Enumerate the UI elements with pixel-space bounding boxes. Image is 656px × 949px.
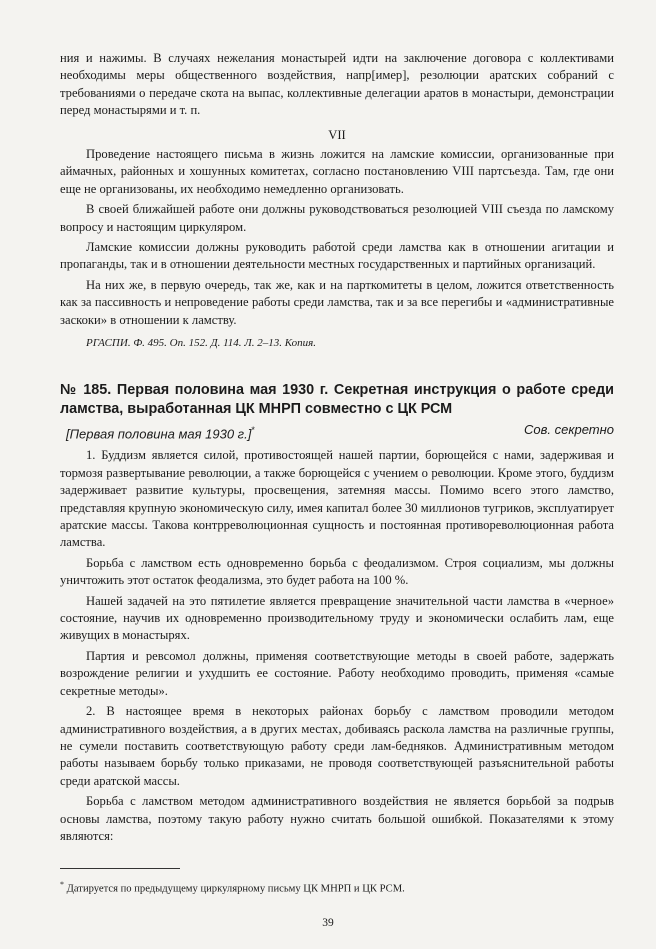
document-title: № 185. Первая половина мая 1930 г. Секретная инструкция о работе среди ламства, выработанная ЦК МНРП совместно с ЦК РСМ (60, 382, 614, 418)
footnote (60, 878, 614, 897)
date-label: [Первая половина мая 1930 г.] (66, 426, 252, 442)
section-number: VII (328, 127, 346, 142)
paragraph: 1. Буддизм является силой, противостоящей нашей партии, борющейся с нами, задерживая и тормозя развертывание революции, а также борющейся с учением о революции. Кроме этого, буддизм задерживает развитие культуры, просвещения, затемняя массы. Помимо всего этого ламство, представляя крупную экономическую силу, имея капитал более 30 миллионов тугриков, эксплуатирует аратские массы. Такова контрреволюционная сущность и постоянная противореволюционная работа ламства. (60, 448, 614, 550)
paragraph: Борьба с ламством есть одновременно борьба с феодализмом. Строя социализм, мы должны уничтожить этот остаток феодализма, это будет работа на 100 %. (60, 555, 614, 588)
paragraph: ния и нажимы. В случаях нежелания монастырей идти на заключение договора с коллективами необходимы меры общественного воздействия, напр[имер], резолюции аратских собраний с требованиями о передаче скота на выпас, коллективные делегации аратов в монастыри, демонстрации перед монастырями и т. п. (60, 51, 614, 118)
paragraph: Ламские комиссии должны руководить работой среди ламства как в отношении агитации и пропаганды, так и в отношении деятельности местных государственных и партийных организаций. (60, 240, 614, 272)
paragraph: Борьба с ламством методом административного воздействия не является борьбой за подрыв основы ламства, поэтому такую работу нужно считать большой ошибкой. Показателями к этому являются: (60, 794, 614, 843)
document-meta-row (60, 421, 614, 443)
paragraph: Партия и ревсомол должны, применяя соответствующие методы в своей работе, задержать возрождение религии и ухудшить ее состояние. Работу необходимо проводить, применяя «самые секретные методы». (60, 648, 614, 698)
footnote-divider (60, 868, 180, 869)
document-date (66, 421, 255, 443)
paragraph: На них же, в первую очередь, так же, как и на парткомитеты в целом, ложится ответственность как за пассивность и непроведение работы среди ламства, так и за все перегибы и «административные заскоки» в отношении к ламству. (60, 277, 614, 327)
top-text-block (60, 50, 614, 845)
footnote-text: Датируется по предыдущему циркулярному письму ЦК МНРП и ЦК РСМ. (66, 883, 405, 895)
paragraph: 2. В настоящее время в некоторых районах борьбу с ламством проводили методом административного воздействия, а в других местах, добиваясь раскола ламства на различные группы, не сумели поставить соответствующую работу среди лам-бедняков. Административным методом работы называем борьбу только приказами, не проводя соответствующей разъяснительной работы среди аратской массы. (60, 704, 614, 788)
footnote-mark: * (60, 880, 64, 889)
footnote-reference: * (251, 425, 255, 436)
paragraph: Проведение настоящего письма в жизнь ложится на ламские комиссии, организованные при аймачных, районных и хошунных комитетах, согласно постановлению VIII партсъезда. Там, где они еще не организованы, их необходимо немедленно организовать. (60, 147, 614, 196)
page-number: 39 (322, 917, 334, 929)
paragraph: В своей ближайшей работе они должны руководствоваться резолюцией VIII съезда по ламскому вопросу и настоящим циркуляром. (60, 202, 614, 234)
archive-source-reference: РГАСПИ. Ф. 495. Оп. 152. Д. 114. Л. 2–13. Копия. (86, 337, 316, 350)
paragraph: Нашей задачей на это пятилетие является превращение значительной части ламства в «черное» состояние, научив их одновременно производительному труду и экономически ослабить лам, еще живущих в монастырях. (60, 593, 614, 643)
classification-label: Сов. секретно (523, 422, 614, 438)
